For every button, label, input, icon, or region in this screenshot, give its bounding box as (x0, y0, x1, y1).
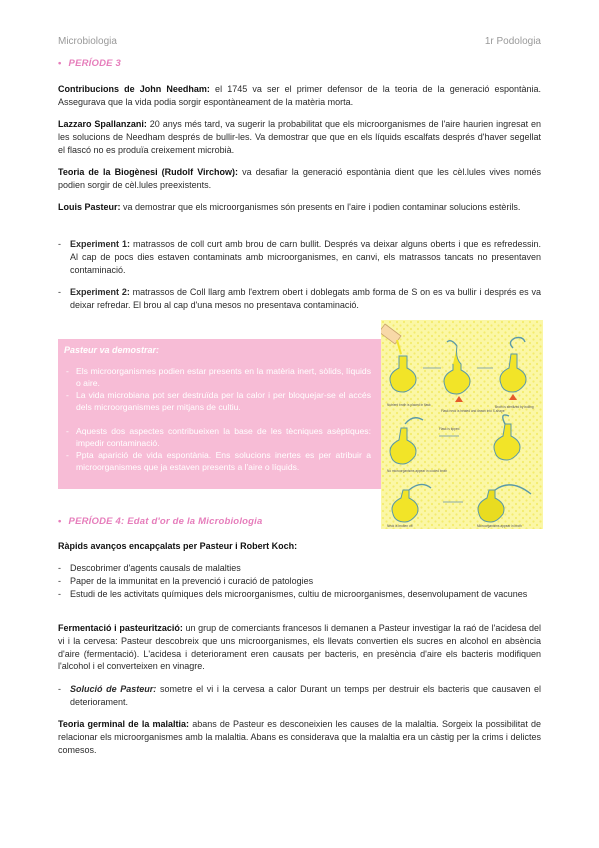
koch-list-item: - Paper de la immunitat en la prevenció i curació de patologies (58, 576, 314, 586)
figure-caption: Broth is sterilized by boiling (495, 405, 534, 409)
header-course: 1r Podologia (484, 36, 541, 47)
pasteur-text: va demostrar que els microorganismes són presents en l'aire i podien contaminar solucions estèrils. (120, 202, 521, 212)
figure-caption: Flask neck is heated and drawn into S-shape (441, 409, 505, 413)
summary-item: - La vida microbiana pot ser destruïda per la calor i per bloquejar-se el accés dels microorganismes per mitjans de cultiu. (66, 390, 371, 412)
spallanzani-label: Lazzaro Spallanzani: (58, 119, 147, 129)
germinal-label: Teoria germinal de la malaltia: (58, 719, 190, 729)
experiment-1-text: matrassos de coll curt amb brou de carn bullit. Després va deixar alguns oberts i que es refredessin. Al cap de pocs dies estaven contaminats amb microorganismes, en canvi, els matrassos tancats no presentaven contaminació. (70, 239, 541, 275)
paragraph-spallanzani (58, 118, 541, 156)
summary-item: - Els microorganismes podien estar presents en la matèria inert, sòlids, líquids o aire. (66, 366, 371, 388)
koch-intro: Ràpids avanços encapçalats per Pasteur i Robert Koch: (58, 541, 298, 551)
summary-item: - Aquests dos aspectes contribueixen la base de les tècniques asèptiques: impedir contaminació. (66, 426, 371, 448)
experiment-2-label: Experiment 2: (70, 287, 130, 297)
solucio-pasteur: - Solució de Pasteur: sometre el vi i la cervesa a calor Durant un temps per destruir els bacteris que causaven el deteriorament. (58, 684, 542, 707)
experiment-2 (58, 286, 541, 312)
pasteur-summary-box (58, 339, 381, 489)
spallanzani-text: 20 anys més tard, va sugerir la probabilitat que els microorganismes de l'aire haurien ingresat en les solucions de Needham després de bullir-les. Va demostrar que que en els líquids escalfats després d'haver segellat el flascó no es produïa creixement microbià. (58, 119, 541, 155)
koch-list-item: - Descobrimer d'agents causals de malalties (58, 563, 241, 573)
figure-caption: Nutrient broth is placed in flask (387, 403, 431, 407)
section-heading-periode-4: • PERÍODE 4: Edat d'or de la Microbiologia (58, 516, 262, 527)
paragraph-virchow (58, 166, 541, 192)
paragraph-fermentacio (58, 622, 541, 673)
summary-item: - Ppta aparició de vida espontània. Ens solucions inertes es per atribuir a microorganismes que ja estaven presents a l'aire o líquids. (66, 450, 371, 472)
paragraph-teoria-germinal (58, 718, 541, 756)
flask-diagram (381, 320, 543, 529)
paragraph-needham (58, 83, 541, 109)
pasteur-flask-illustration (381, 320, 543, 529)
fermentacio-text: un grup de comerciants francesos li demanen a Pasteur investigar la raó de l'acidesa del vi i la cervesa: Pasteur descobreix que uns microorganismes, els llevats convertien els sucres en alcohol en absència d'aire (fermentació). L'acidesa i deteriorament eren causats per bacteris, en presència d'aire els bacteris modifiquen l'alcohol i el converteixen en vinagre. (58, 623, 541, 672)
list-dash: - (58, 239, 61, 249)
solucio-text: sometre el vi i la cervesa a calor Durant un temps per destruir els bacteris que causaven el deteriorament. (70, 684, 542, 707)
figure-caption: Microorganisms appear in broth (477, 524, 522, 528)
figure-caption: Flask is tipped (439, 427, 460, 431)
pasteur-label: Louis Pasteur: (58, 202, 121, 212)
experiment-1-label: Experiment 1: (70, 239, 131, 249)
virchow-text: va desafiar la generació espontània dient que les cèl.lules vives només podien sorgir de cèl.lules preexistents. (58, 167, 542, 190)
virchow-label: Teoria de la Biogènesi (Rudolf Virchow): (58, 167, 239, 177)
needham-label: Contribucions de John Needham: (58, 84, 210, 94)
section-heading-periode-3: • PERÍODE 3 (58, 58, 121, 69)
paragraph-pasteur (58, 201, 541, 214)
germinal-text: abans de Pasteur es desconeixien les causes de la malaltia. Sorgeix la possibilitat de relacionar els microorganismes amb la malaltia. Abans es considerava que la malaltia era un càstig per la crims i delictes comesos. (58, 719, 541, 755)
figure-caption: No microorganisms appear in cooled broth (387, 469, 448, 473)
figure-caption: Neck is broken off (387, 524, 413, 528)
solucio-label: Solució de Pasteur: (70, 684, 157, 694)
experiment-2-text: matrassos de Coll llarg amb l'extrem obert i doblegats amb forma de S on es va bullir i després es va deixar refredar. El brou al cap d'una mesos no presentava contaminació. (70, 287, 541, 310)
koch-list-item: - Estudi de les activitats químiques dels microorganismes, cultiu de microorganismes, desenvolupament de vacunes (58, 589, 528, 599)
needham-text: el 1745 va ser el primer defensor de la teoria de la generació espontània. Assegurava que la vida podia sorgir espontàneament de la matèria morta. (58, 84, 541, 107)
list-dash: - (58, 287, 61, 297)
pasteur-summary-title: Pasteur va demostrar: (64, 345, 160, 355)
header-subject: Microbiologia (58, 36, 117, 47)
experiment-1 (58, 238, 541, 276)
fermentacio-label: Fermentació i pasteurització: (58, 623, 183, 633)
